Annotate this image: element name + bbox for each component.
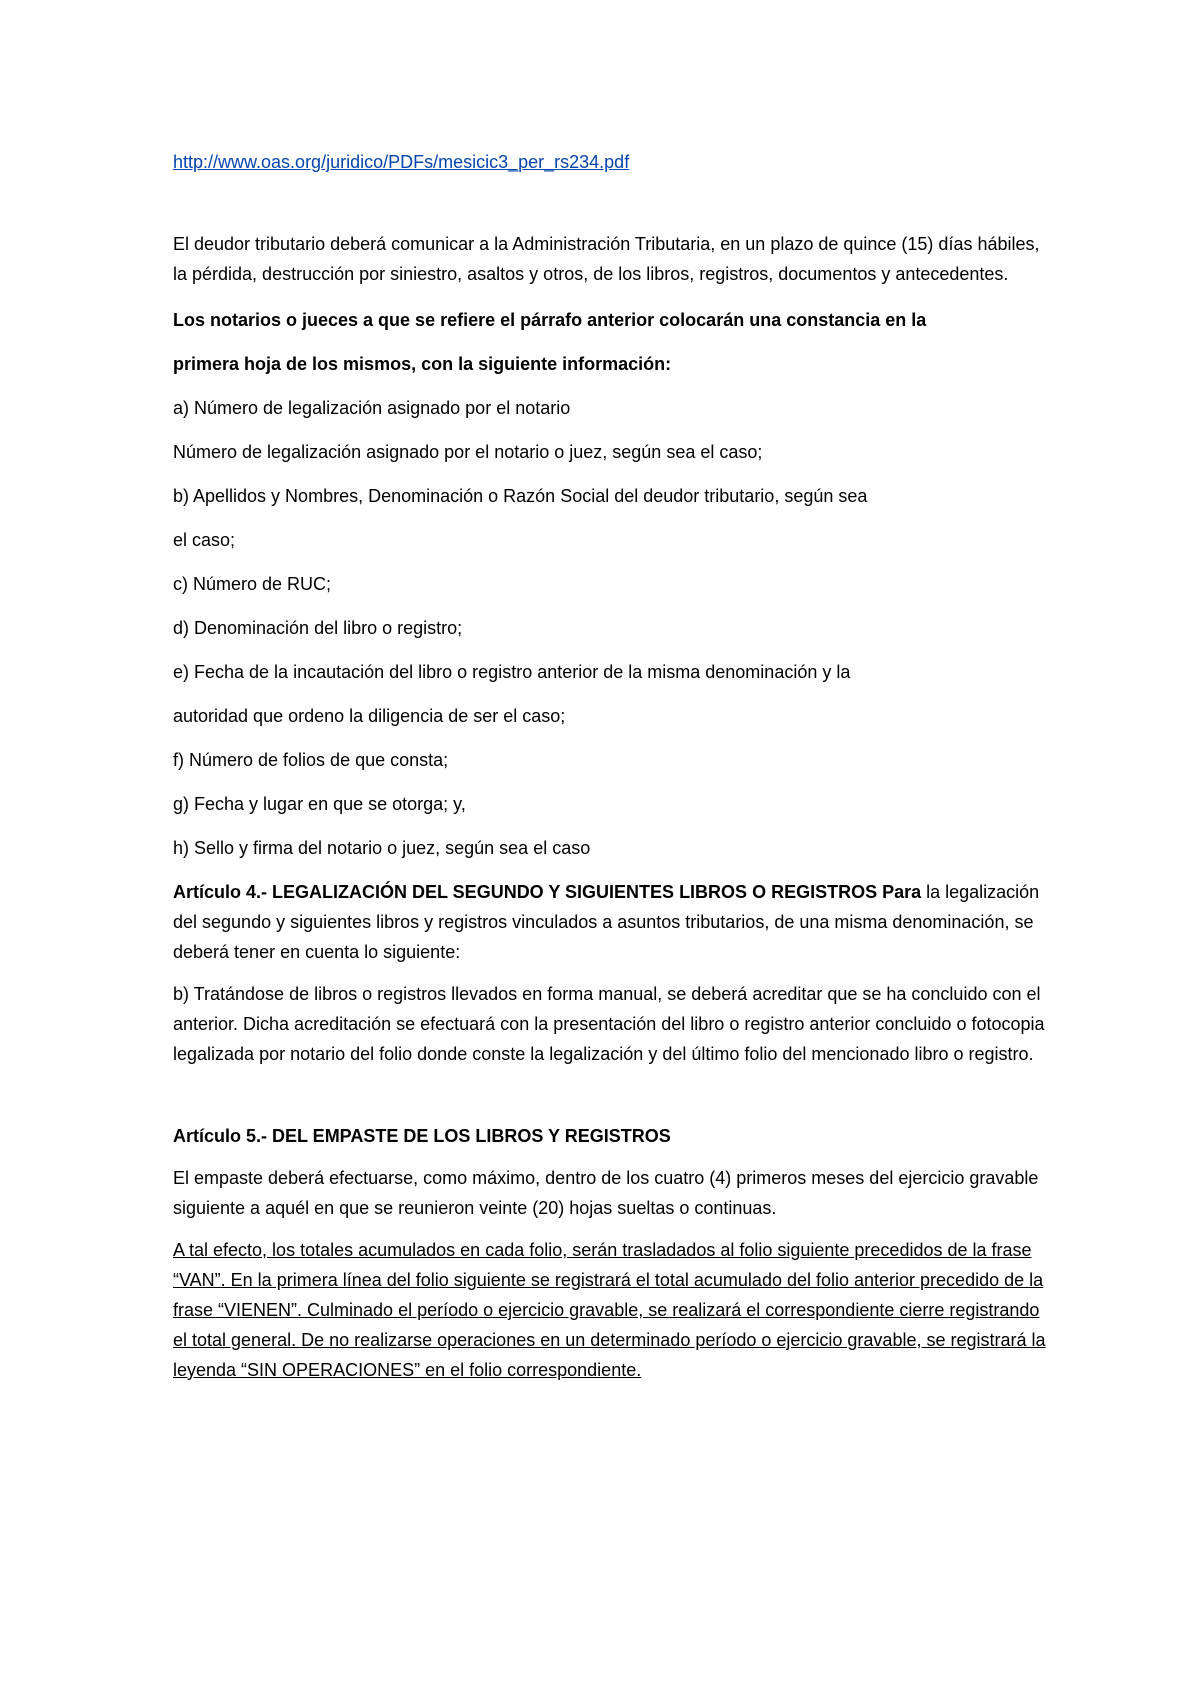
list-item-b-line2: el caso; [173,530,236,550]
article-5-text: El empaste deberá efectuarse, como máximo, dentro de los cuatro (4) primeros meses del ejercicio gravable siguiente a aquél en que se reunieron veinte (20) hojas sueltas o continuas. [173,1168,1039,1218]
article-4-text: la legalización del segundo y siguientes libros y registros vinculados a asuntos tributarios, de una misma denominación, se deberá tener en cuenta lo siguiente: [173,882,1040,962]
list-item-c: c) Número de RUC; [173,574,332,594]
paragraph-notarios-line1: Los notarios o jueces a que se refiere el párrafo anterior colocarán una constancia en la [173,310,927,330]
list-item-e-line1: e) Fecha de la incautación del libro o registro anterior de la misma denominación y la [173,662,851,682]
list-item-g: g) Fecha y lugar en que se otorga; y, [173,794,466,814]
article-4-heading: Artículo 4.- LEGALIZACIÓN DEL SEGUNDO Y SIGUIENTES LIBROS O REGISTROS Para [173,882,922,902]
paragraph-notarios-line2: primera hoja de los mismos, con la siguiente información: [173,354,672,374]
list-item-a-detail: Número de legalización asignado por el notario o juez, según sea el caso; [173,442,763,462]
source-link[interactable]: http://www.oas.org/juridico/PDFs/mesicic3_per_rs234.pdf [173,152,630,172]
section-spacer [173,1085,1053,1121]
list-item-h: h) Sello y firma del notario o juez, según sea el caso [173,838,591,858]
article-4-item-b: b) Tratándose de libros o registros llevados en forma manual, se deberá acreditar que se ha concluido con el anterior. Dicha acreditación se efectuará con la presentación del libro o registro anterior concluido o fotocopia legalizada por notario del folio donde conste la legalización y del último folio del mencionado libro o registro. [173,984,1045,1064]
list-item-d: d) Denominación del libro o registro; [173,618,463,638]
list-item-e-line2: autoridad que ordeno la diligencia de ser el caso; [173,706,566,726]
document-body [173,147,1053,1401]
article-5-underlined-paragraph: A tal efecto, los totales acumulados en cada folio, serán trasladados al folio siguiente precedidos de la frase “VAN”. En la primera línea del folio siguiente se registrará el total acumulado del folio anterior precedido de la frase “VIENEN”. Culminado el período o ejercicio gravable, se realizará el correspondiente cierre registrando el total general. De no realizarse operaciones en un determinado período o ejercicio gravable, se registrará la leyenda “SIN OPERACIONES” en el folio correspondiente. [173,1240,1046,1380]
article-4 [173,877,1053,967]
list-item-a: a) Número de legalización asignado por el notario [173,398,571,418]
list-item-b-line1: b) Apellidos y Nombres, Denominación o Razón Social del deudor tributario, según sea [173,486,868,506]
list-item-f: f) Número de folios de que consta; [173,750,449,770]
paragraph-deudor: El deudor tributario deberá comunicar a la Administración Tributaria, en un plazo de quince (15) días hábiles, la pérdida, destrucción por siniestro, asaltos y otros, de los libros, registros, documentos y antecedentes. [173,234,1040,284]
article-5-heading: Artículo 5.- DEL EMPASTE DE LOS LIBROS Y REGISTROS [173,1126,671,1146]
